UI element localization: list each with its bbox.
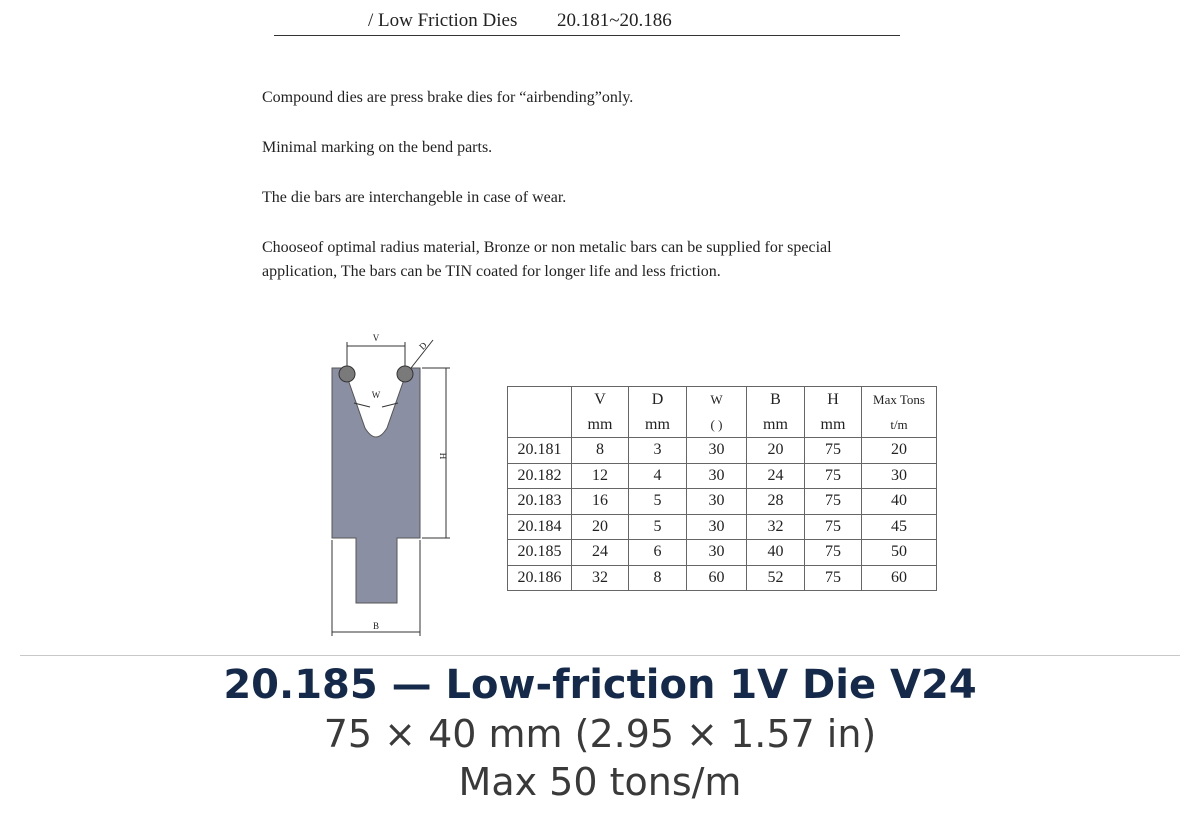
description-paragraph-2: Minimal marking on the bend parts. xyxy=(262,139,493,156)
table-cell: 32 xyxy=(747,514,805,540)
table-cell: 20 xyxy=(862,438,937,464)
table-row xyxy=(508,540,937,566)
table-cell: 40 xyxy=(862,489,937,515)
table-cell: 32 xyxy=(572,565,629,591)
header-cell-v: V mm xyxy=(572,387,629,438)
table-cell: 75 xyxy=(805,438,862,464)
table-cell: 24 xyxy=(572,540,629,566)
table-cell: 20.185 xyxy=(508,540,572,566)
table-cell: 75 xyxy=(805,463,862,489)
header-cell-max-tons: Max Tons t/m xyxy=(862,387,937,438)
caption-max-load: Max 50 tons/m xyxy=(458,760,742,804)
dim-label-b: B xyxy=(372,621,380,631)
table-cell: 75 xyxy=(805,489,862,515)
caption-dimensions: 75 × 40 mm (2.95 × 1.57 in) xyxy=(323,712,877,756)
table-row xyxy=(508,489,937,515)
table-cell: 4 xyxy=(629,463,687,489)
table-cell: 50 xyxy=(862,540,937,566)
left-die-bar xyxy=(339,366,355,382)
description-paragraph-1: Compound dies are press brake dies for “airbending”only. xyxy=(262,89,634,106)
table-cell: 60 xyxy=(687,565,747,591)
table-cell: 6 xyxy=(629,540,687,566)
table-cell: 30 xyxy=(862,463,937,489)
table-cell: 20.183 xyxy=(508,489,572,515)
table-cell: 30 xyxy=(687,540,747,566)
header-cell-b: B mm xyxy=(747,387,805,438)
dim-label-d: D xyxy=(417,340,429,352)
table-cell: 20.184 xyxy=(508,514,572,540)
table-cell: 30 xyxy=(687,463,747,489)
table-row xyxy=(508,514,937,540)
table-cell: 45 xyxy=(862,514,937,540)
table-cell: 3 xyxy=(629,438,687,464)
table-cell: 75 xyxy=(805,540,862,566)
dim-label-v: V xyxy=(372,333,380,343)
table-cell: 28 xyxy=(747,489,805,515)
dim-label-w: W xyxy=(371,390,381,400)
table-cell: 20.186 xyxy=(508,565,572,591)
description-paragraph-3: The die bars are interchangeble in case of wear. xyxy=(262,189,567,206)
table-cell: 16 xyxy=(572,489,629,515)
caption-title: 20.185 — Low-friction 1V Die V24 xyxy=(223,662,977,708)
header-cell-d: D mm xyxy=(629,387,687,438)
table-cell: 60 xyxy=(862,565,937,591)
die-body xyxy=(332,368,420,603)
table-cell: 30 xyxy=(687,489,747,515)
table-row xyxy=(508,463,937,489)
header-cell-code xyxy=(508,387,572,438)
header-subtitle: / Low Friction Dies xyxy=(368,10,518,31)
specification-table xyxy=(507,386,937,591)
table-cell: 20 xyxy=(747,438,805,464)
caption-divider xyxy=(20,655,1180,656)
table-cell: 30 xyxy=(687,514,747,540)
table-cell: 20.181 xyxy=(508,438,572,464)
table-cell: 20 xyxy=(572,514,629,540)
table-cell: 8 xyxy=(629,565,687,591)
dim-label-h: H xyxy=(438,452,448,460)
header-cell-h: H mm xyxy=(805,387,862,438)
right-die-bar xyxy=(397,366,413,382)
table-cell: 20.182 xyxy=(508,463,572,489)
page-header xyxy=(274,8,900,36)
table-row xyxy=(508,565,937,591)
table-cell: 5 xyxy=(629,489,687,515)
table-cell: 24 xyxy=(747,463,805,489)
header-code-range: 20.181~20.186 xyxy=(557,10,672,31)
table-cell: 52 xyxy=(747,565,805,591)
description-paragraph-4: Chooseof optimal radius material, Bronze or non metalic bars can be supplied for special application, The bars can be TIN coated for longer life and less friction. xyxy=(262,239,832,280)
header-cell-w: W ( ) xyxy=(687,387,747,438)
table-cell: 40 xyxy=(747,540,805,566)
table-cell: 75 xyxy=(805,514,862,540)
table-cell: 30 xyxy=(687,438,747,464)
table-header-row xyxy=(508,387,937,438)
table-cell: 8 xyxy=(572,438,629,464)
table-cell: 75 xyxy=(805,565,862,591)
table-cell: 12 xyxy=(572,463,629,489)
table-cell: 5 xyxy=(629,514,687,540)
table-row xyxy=(508,438,937,464)
die-cross-section-drawing xyxy=(318,330,468,642)
